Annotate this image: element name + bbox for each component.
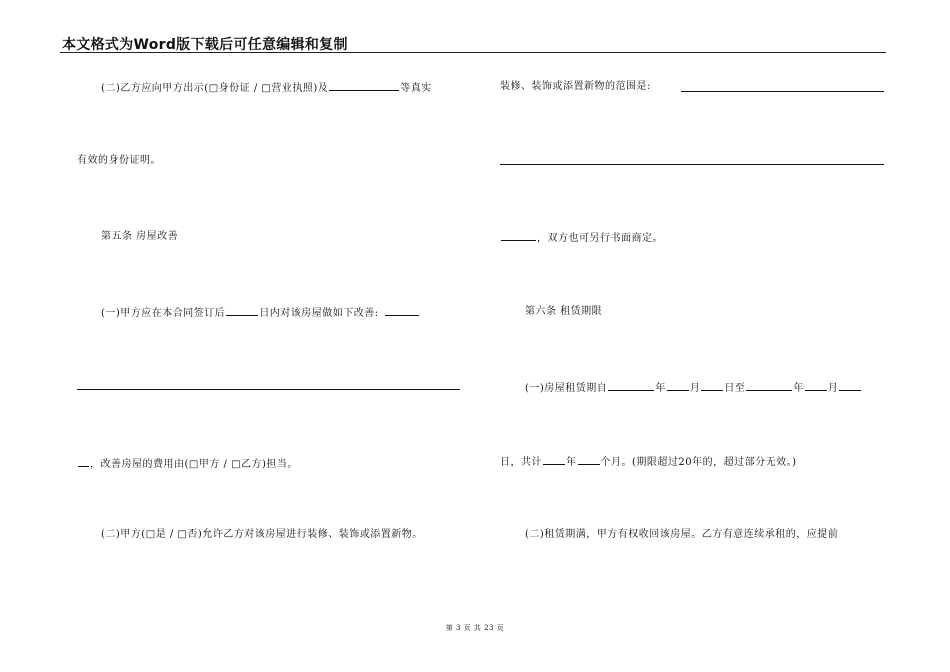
- left-line-identity-cont: 有效的身份证明。: [77, 155, 161, 166]
- header-divider: [60, 52, 886, 53]
- right-line-renovation-scope: [500, 80, 651, 94]
- lease-start-year-blank: [608, 380, 654, 391]
- article-six-heading: 第六条 租赁期限: [525, 306, 603, 317]
- improvement-cost-text: ，改善房屋的费用由(□甲方 / □乙方)担当。: [90, 459, 298, 470]
- right-line-lease-term: [525, 380, 862, 396]
- improvement-fill-line: [77, 389, 460, 390]
- left-line-renovation: (二)甲方(□是 / □否)允许乙方对该房屋进行装修、装饰或添置新物。: [101, 529, 423, 540]
- document-header-title: 本文格式为Word版下载后可任意编辑和复制: [62, 37, 348, 53]
- identity-text: (二)乙方应向甲方出示(□身份证 / □营业执照)及: [101, 83, 329, 94]
- lease-year-label: 年: [655, 383, 666, 394]
- agreement-text: ，双方也可另行书面商定。: [537, 233, 663, 244]
- lease-end-month-label: 月: [827, 383, 839, 394]
- identity-text-end: 等真实: [400, 83, 432, 94]
- lease-end-day-blank: [839, 380, 861, 391]
- lease-total-text: 日，共计: [500, 457, 542, 468]
- right-line-lease-expiry: (二)租赁期满，甲方有权收回该房屋。乙方有意连续承租的，应提前: [525, 529, 839, 540]
- renovation-scope-blank: [681, 91, 884, 92]
- renovation-fill-line: [500, 164, 884, 165]
- right-line-agreement: [500, 230, 663, 246]
- improvement-text-end: 日内对该房屋做如下改善:: [259, 308, 379, 319]
- lease-end-year-blank: [746, 380, 792, 391]
- lease-end-month-blank: [805, 380, 827, 391]
- identity-blank: [329, 80, 399, 91]
- lease-month-label: 月: [689, 383, 701, 394]
- left-line-identity: [101, 80, 432, 96]
- lease-until-label: 日至: [724, 383, 746, 394]
- lease-total-month-text: 个月。(期限超过20年的，超过部分无效。): [600, 457, 797, 468]
- right-line-lease-total: [500, 454, 797, 470]
- renovation-scope-text: 装修、装饰或添置新物的范围是:: [500, 81, 651, 92]
- left-line-improvement: [101, 305, 420, 321]
- lease-total-year-label: 年: [566, 457, 577, 468]
- lease-start-month-blank: [667, 380, 689, 391]
- agreement-short-blank: [501, 230, 536, 241]
- lease-total-months-blank: [578, 454, 600, 465]
- lease-total-years-blank: [543, 454, 565, 465]
- improvement-text: (一)甲方应在本合同签订后: [101, 308, 226, 319]
- page-number-footer: 第 3 页 共 23 页: [445, 624, 505, 632]
- lease-end-year-label: 年: [793, 383, 804, 394]
- lease-term-text: (一)房屋租赁期自: [525, 383, 608, 394]
- left-line-improvement-cost: [77, 456, 298, 472]
- improvement-days-blank: [226, 305, 258, 316]
- improvement-short-blank: [78, 456, 89, 467]
- improvement-content-blank: [385, 305, 419, 316]
- lease-start-day-blank: [701, 380, 723, 391]
- article-five-heading: 第五条 房屋改善: [101, 231, 179, 242]
